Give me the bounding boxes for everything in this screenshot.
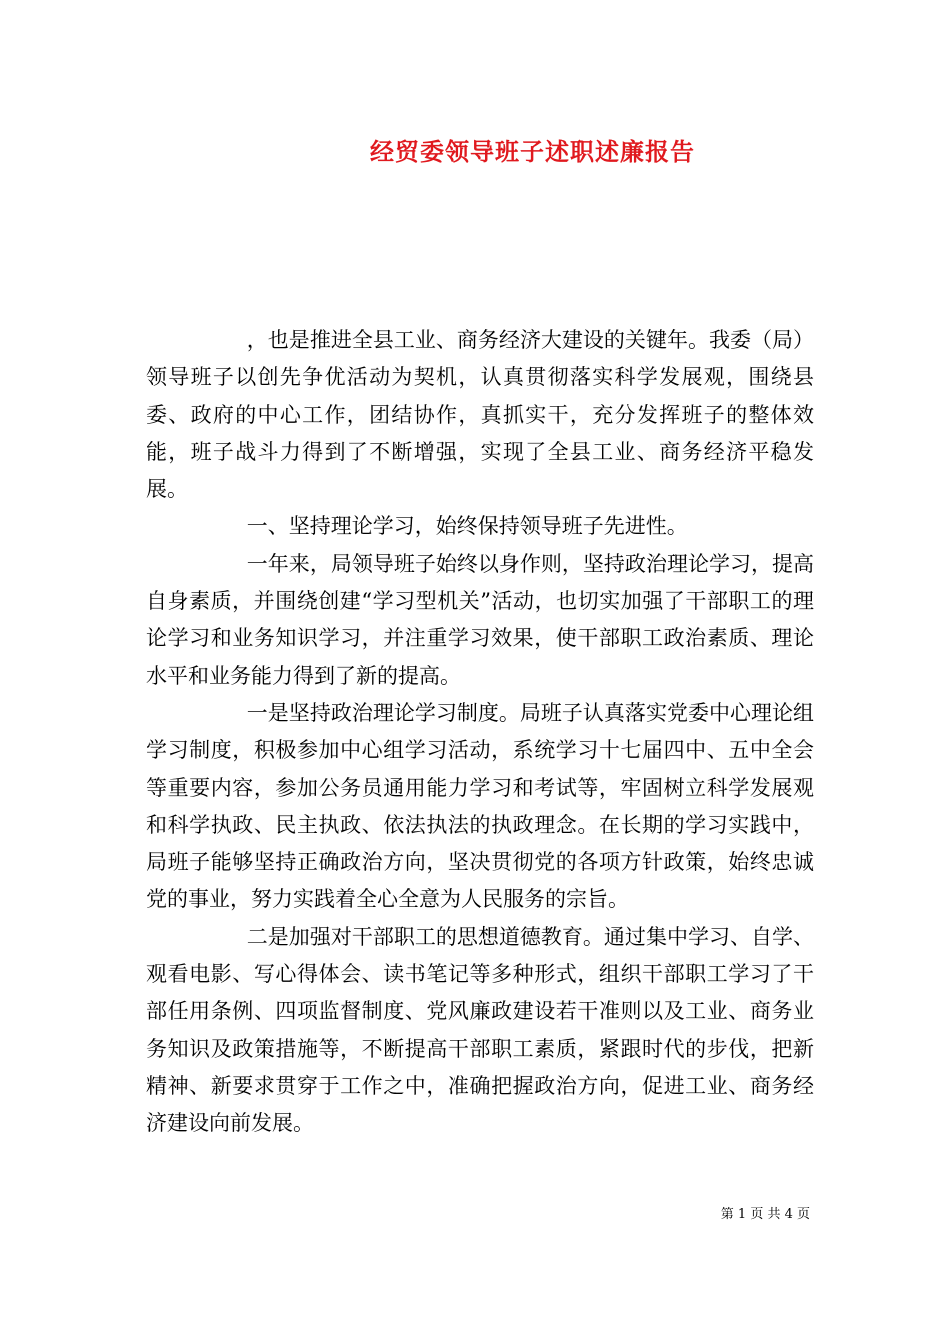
paragraph-study-system: 一是坚持政治理论学习制度。局班子认真落实党委中心理论组学习制度，积极参加中心组学习活动，系统学习十七届四中、五中全会等重要内容，参加公务员通用能力学习和考试等，牢固树立科学发展观和科学执政、民主执政、依法执法的执政理念。在长期的学习实践中，局班子能够坚持正确政治方向，坚决贯彻党的各项方针政策，始终忠诚党的事业，努力实践着全心全意为人民服务的宗旨。 bbox=[146, 700, 814, 912]
paragraph-intro: ，也是推进全县工业、商务经济大建设的关键年。我委（局）领导班子以创先争优活动为契机，认真贯彻落实科学发展观，围绕县委、政府的中心工作，团结协作，真抓实干，充分发挥班子的整体效能，班子战斗力得到了不断增强，实现了全县工业、商务经济平稳发展。 bbox=[146, 328, 814, 502]
paragraph-study-overview: 一年来，局领导班子始终以身作则，坚持政治理论学习，提高自身素质，并围绕创建“学习型机关”活动，也切实加强了干部职工的理论学习和业务知识学习，并注重学习效果，使干部职工政治素质、理论水平和业务能力得到了新的提高。 bbox=[146, 551, 814, 688]
page-number-footer: 第 1 页 共 4 页 bbox=[720, 1207, 810, 1222]
paragraph-moral-education: 二是加强对干部职工的思想道德教育。通过集中学习、自学、观看电影、写心得体会、读书笔记等多种形式，组织干部职工学习了干部任用条例、四项监督制度、党风廉政建设若干准则以及工业、商务业务知识及政策措施等，不断提高干部职工素质，紧跟时代的步伐，把新精神、新要求贯穿于工作之中，准确把握政治方向，促进工业、商务经济建设向前发展。 bbox=[146, 924, 814, 1136]
section-heading-1: 一、坚持理论学习，始终保持领导班子先进性。 bbox=[246, 514, 688, 539]
document-title: 经贸委领导班子述职述廉报告 bbox=[370, 137, 695, 166]
document-body bbox=[146, 322, 814, 1143]
